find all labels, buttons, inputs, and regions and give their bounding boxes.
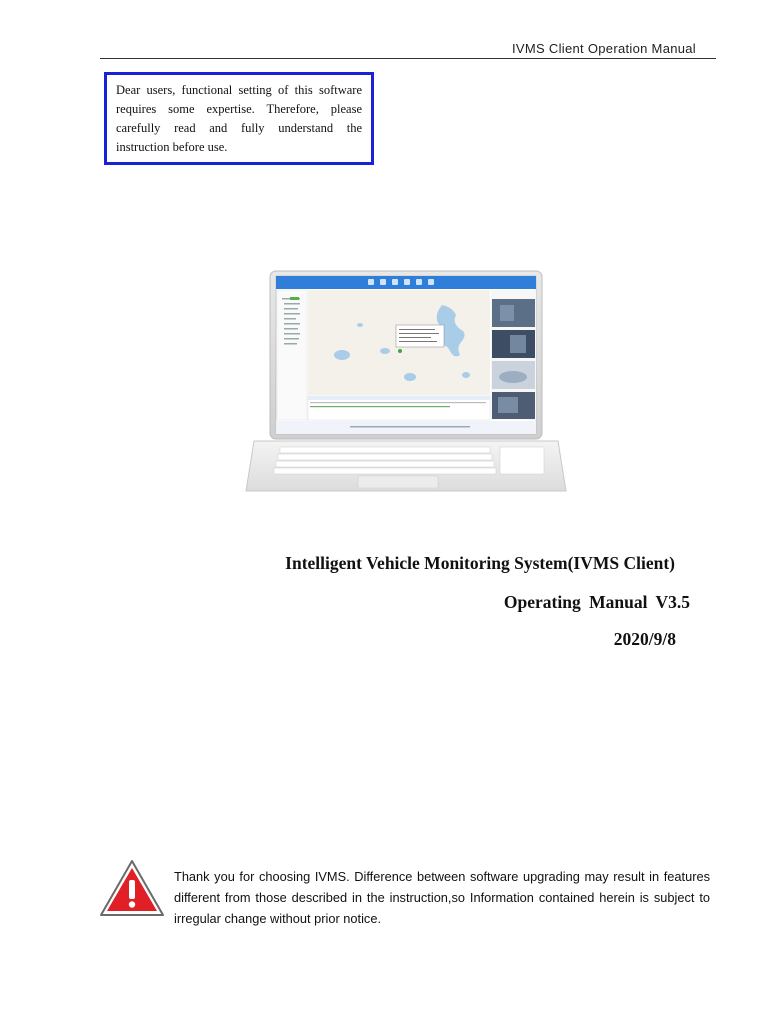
document-title: Intelligent Vehicle Monitoring System(IVMS Client): [285, 553, 675, 573]
notice-box: [104, 72, 374, 165]
document-subtitle: Operating Manual V3.5: [503, 592, 690, 612]
header-rule: [100, 58, 716, 59]
laptop-illustration: [210, 265, 590, 500]
document-date: 2020/9/8: [613, 629, 676, 649]
laptop-svg: [210, 265, 590, 500]
header-title: IVMS Client Operation Manual: [512, 41, 696, 56]
notice-text: Dear users, functional setting of this software requires some expertise. Therefore, please carefully read and fully understand the instruction before use.: [116, 83, 362, 154]
warning-text: Thank you for choosing IVMS. Difference between software upgrading may result in features different from those described in the instruction,so Information contained herein is subject to irregular change without prior notice.: [174, 869, 710, 926]
warning-triangle-icon: [98, 858, 166, 918]
